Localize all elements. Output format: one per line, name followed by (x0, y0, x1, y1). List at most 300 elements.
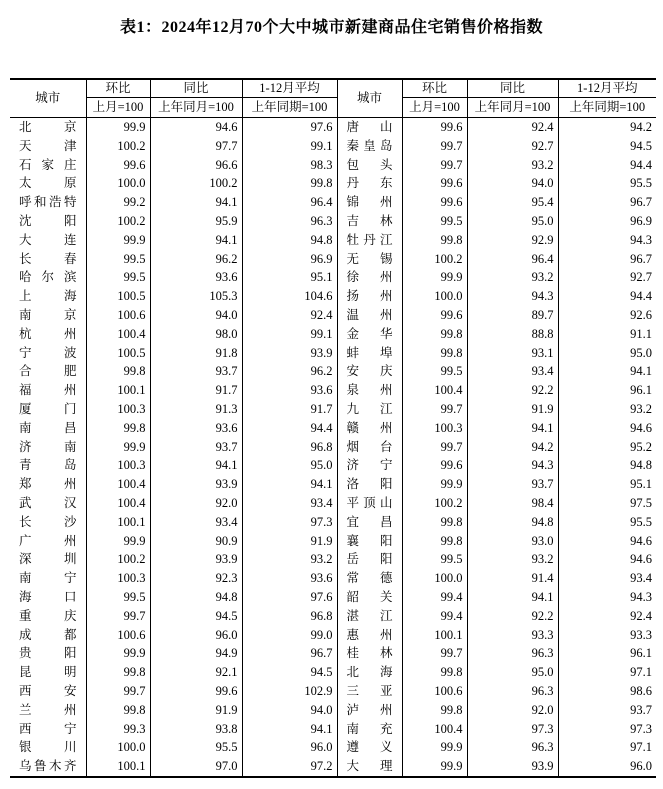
mom-value-left: 99.2 (86, 193, 150, 212)
avg-value-right: 96.7 (558, 193, 656, 212)
table-row (10, 325, 656, 344)
mom-value-left: 99.8 (86, 663, 150, 682)
city-name-right: 济宁 (337, 456, 402, 475)
mom-value-right: 99.6 (402, 193, 467, 212)
avg-value-left: 96.0 (242, 738, 337, 757)
mom-value-right: 99.8 (402, 231, 467, 250)
mom-value-left: 100.3 (86, 569, 150, 588)
avg-value-right: 94.4 (558, 287, 656, 306)
mom-value-right: 99.6 (402, 306, 467, 325)
mom-value-right: 99.8 (402, 663, 467, 682)
yoy-value-right: 94.1 (467, 588, 558, 607)
mom-value-left: 99.9 (86, 438, 150, 457)
city-name-left: 海口 (19, 589, 77, 604)
avg-value-left: 93.6 (242, 569, 337, 588)
table-row (10, 419, 656, 438)
yoy-value-right: 93.7 (467, 475, 558, 494)
table-body (10, 118, 656, 777)
avg-value-left: 99.0 (242, 626, 337, 645)
mom-value-left: 100.5 (86, 287, 150, 306)
yoy-value-right: 93.1 (467, 344, 558, 363)
city-name-right: 岳阳 (337, 550, 402, 569)
city-name-right: 泉州 (337, 381, 402, 400)
city-name-left: 上海 (19, 289, 77, 304)
city-name-right: 泸州 (337, 701, 402, 720)
yoy-value-right: 94.3 (467, 287, 558, 306)
col-header-mom-right: 环比 (402, 79, 467, 98)
yoy-value-left: 100.2 (150, 174, 242, 193)
col-subheader-yoy-base-right: 上年同月=100 (467, 98, 558, 118)
city-name-left: 南昌 (19, 420, 77, 435)
col-header-city-left: 城市 (10, 79, 86, 118)
city-name-right: 洛阳 (337, 475, 402, 494)
mom-value-left: 99.9 (86, 532, 150, 551)
col-header-yoy-left: 同比 (150, 79, 242, 98)
table-row (10, 607, 656, 626)
mom-value-left: 100.2 (86, 137, 150, 156)
avg-value-right: 96.1 (558, 381, 656, 400)
mom-value-right: 99.5 (402, 212, 467, 231)
mom-value-right: 99.6 (402, 174, 467, 193)
avg-value-left: 94.4 (242, 419, 337, 438)
table-row (10, 212, 656, 231)
avg-value-left: 97.2 (242, 757, 337, 777)
avg-value-right: 94.2 (558, 118, 656, 137)
mom-value-left: 100.1 (86, 513, 150, 532)
mom-value-left: 100.4 (86, 325, 150, 344)
mom-value-right: 99.9 (402, 268, 467, 287)
yoy-value-right: 93.3 (467, 626, 558, 645)
avg-value-right: 93.4 (558, 569, 656, 588)
mom-value-left: 100.1 (86, 757, 150, 777)
city-name-left: 西宁 (19, 721, 77, 736)
avg-value-right: 95.5 (558, 174, 656, 193)
city-name-right: 丹东 (337, 174, 402, 193)
avg-value-left: 104.6 (242, 287, 337, 306)
city-name-left: 长春 (19, 251, 77, 266)
city-name-right: 温州 (337, 306, 402, 325)
city-name-right: 三亚 (337, 682, 402, 701)
mom-value-left: 99.7 (86, 682, 150, 701)
mom-value-left: 100.1 (86, 381, 150, 400)
avg-value-left: 96.9 (242, 250, 337, 269)
avg-value-left: 94.1 (242, 475, 337, 494)
avg-value-left: 96.3 (242, 212, 337, 231)
table-row (10, 344, 656, 363)
table-row (10, 456, 656, 475)
city-name-left: 石家庄 (19, 157, 77, 172)
avg-value-right: 92.7 (558, 268, 656, 287)
avg-value-right: 93.2 (558, 400, 656, 419)
yoy-value-right: 91.9 (467, 400, 558, 419)
city-name-left: 呼和浩特 (19, 195, 77, 210)
avg-value-left: 96.8 (242, 607, 337, 626)
yoy-value-right: 92.0 (467, 701, 558, 720)
yoy-value-right: 93.4 (467, 362, 558, 381)
mom-value-left: 100.0 (86, 738, 150, 757)
mom-value-right: 100.2 (402, 494, 467, 513)
avg-value-left: 97.6 (242, 118, 337, 137)
yoy-value-right: 88.8 (467, 325, 558, 344)
yoy-value-left: 94.9 (150, 644, 242, 663)
mom-value-right: 99.4 (402, 607, 467, 626)
yoy-value-right: 94.1 (467, 419, 558, 438)
yoy-value-left: 94.8 (150, 588, 242, 607)
table-row (10, 287, 656, 306)
yoy-value-left: 93.6 (150, 268, 242, 287)
city-name-right: 常德 (337, 569, 402, 588)
yoy-value-left: 95.9 (150, 212, 242, 231)
table-row (10, 569, 656, 588)
table-row (10, 513, 656, 532)
city-name-left: 昆明 (19, 665, 77, 680)
table-row (10, 268, 656, 287)
yoy-value-left: 91.7 (150, 381, 242, 400)
avg-value-right: 96.0 (558, 757, 656, 777)
mom-value-left: 100.2 (86, 212, 150, 231)
table-row (10, 738, 656, 757)
col-subheader-yoy-base-left: 上年同月=100 (150, 98, 242, 118)
table-row (10, 250, 656, 269)
mom-value-right: 99.8 (402, 344, 467, 363)
avg-value-left: 93.4 (242, 494, 337, 513)
avg-value-right: 94.4 (558, 156, 656, 175)
city-name-left: 厦门 (19, 401, 77, 416)
city-name-right: 牡丹江 (337, 231, 402, 250)
avg-value-left: 94.0 (242, 701, 337, 720)
avg-value-left: 99.1 (242, 137, 337, 156)
city-name-left: 杭州 (19, 326, 77, 341)
mom-value-right: 99.6 (402, 456, 467, 475)
mom-value-right: 100.6 (402, 682, 467, 701)
yoy-value-right: 92.4 (467, 118, 558, 137)
yoy-value-left: 96.2 (150, 250, 242, 269)
avg-value-right: 93.3 (558, 626, 656, 645)
table-row (10, 231, 656, 250)
mom-value-right: 100.0 (402, 569, 467, 588)
city-name-right: 赣州 (337, 419, 402, 438)
yoy-value-left: 94.0 (150, 306, 242, 325)
city-name-right: 遵义 (337, 738, 402, 757)
city-name-right: 吉林 (337, 212, 402, 231)
table-row (10, 156, 656, 175)
avg-value-right: 94.3 (558, 231, 656, 250)
avg-value-left: 96.2 (242, 362, 337, 381)
table-row (10, 475, 656, 494)
mom-value-right: 99.4 (402, 588, 467, 607)
city-name-right: 无锡 (337, 250, 402, 269)
city-name-left: 天津 (19, 138, 77, 153)
table-row (10, 193, 656, 212)
avg-value-right: 95.5 (558, 513, 656, 532)
avg-value-left: 93.9 (242, 344, 337, 363)
avg-value-right: 94.6 (558, 532, 656, 551)
yoy-value-right: 89.7 (467, 306, 558, 325)
yoy-value-left: 93.4 (150, 513, 242, 532)
yoy-value-left: 93.9 (150, 475, 242, 494)
city-name-left: 兰州 (19, 702, 77, 717)
city-name-right: 大理 (337, 757, 402, 777)
city-name-right: 襄阳 (337, 532, 402, 551)
avg-value-right: 95.0 (558, 344, 656, 363)
avg-value-left: 94.8 (242, 231, 337, 250)
city-name-left: 太原 (19, 176, 77, 191)
mom-value-right: 99.7 (402, 400, 467, 419)
table-row (10, 362, 656, 381)
city-name-left: 哈尔滨 (19, 270, 77, 285)
yoy-value-left: 91.3 (150, 400, 242, 419)
city-name-right: 韶关 (337, 588, 402, 607)
city-name-right: 南充 (337, 720, 402, 739)
yoy-value-right: 94.8 (467, 513, 558, 532)
city-name-right: 包头 (337, 156, 402, 175)
city-name-left: 成都 (19, 627, 77, 642)
mom-value-right: 99.9 (402, 475, 467, 494)
avg-value-left: 97.6 (242, 588, 337, 607)
mom-value-left: 99.5 (86, 268, 150, 287)
city-name-right: 徐州 (337, 268, 402, 287)
table-row (10, 137, 656, 156)
avg-value-right: 92.4 (558, 607, 656, 626)
avg-value-right: 97.1 (558, 738, 656, 757)
city-name-right: 平顶山 (337, 494, 402, 513)
col-subheader-mom-base-right: 上月=100 (402, 98, 467, 118)
yoy-value-right: 93.2 (467, 156, 558, 175)
mom-value-left: 99.5 (86, 588, 150, 607)
city-name-left: 银川 (19, 740, 77, 755)
yoy-value-left: 105.3 (150, 287, 242, 306)
city-name-left: 济南 (19, 439, 77, 454)
city-name-left: 南京 (19, 307, 77, 322)
city-name-left: 北京 (19, 120, 77, 134)
avg-value-right: 96.7 (558, 250, 656, 269)
city-name-left: 沈阳 (19, 213, 77, 228)
yoy-value-left: 93.7 (150, 438, 242, 457)
mom-value-left: 99.8 (86, 701, 150, 720)
avg-value-left: 97.3 (242, 513, 337, 532)
city-name-left: 宁波 (19, 345, 77, 360)
mom-value-right: 99.9 (402, 738, 467, 757)
city-name-right: 惠州 (337, 626, 402, 645)
yoy-value-left: 97.7 (150, 137, 242, 156)
mom-value-right: 99.7 (402, 438, 467, 457)
avg-value-right: 95.2 (558, 438, 656, 457)
city-name-left: 深圳 (19, 552, 77, 567)
col-header-city-right: 城市 (337, 79, 402, 118)
yoy-value-left: 92.3 (150, 569, 242, 588)
table-row (10, 118, 656, 137)
yoy-value-right: 96.3 (467, 682, 558, 701)
city-name-left: 广州 (19, 533, 77, 548)
yoy-value-right: 93.2 (467, 550, 558, 569)
city-name-left: 西安 (19, 683, 77, 698)
yoy-value-left: 91.8 (150, 344, 242, 363)
yoy-value-left: 91.9 (150, 701, 242, 720)
avg-value-right: 96.9 (558, 212, 656, 231)
yoy-value-left: 92.0 (150, 494, 242, 513)
mom-value-left: 99.8 (86, 419, 150, 438)
yoy-value-right: 96.3 (467, 644, 558, 663)
col-header-yoy-right: 同比 (467, 79, 558, 98)
city-name-left: 青岛 (19, 458, 77, 473)
yoy-value-left: 93.8 (150, 720, 242, 739)
mom-value-left: 99.9 (86, 644, 150, 663)
mom-value-right: 100.2 (402, 250, 467, 269)
avg-value-right: 97.3 (558, 720, 656, 739)
avg-value-right: 94.6 (558, 550, 656, 569)
yoy-value-right: 95.0 (467, 663, 558, 682)
col-header-avg-right: 1-12月平均 (558, 79, 656, 98)
mom-value-right: 99.5 (402, 550, 467, 569)
mom-value-right: 99.8 (402, 513, 467, 532)
mom-value-right: 100.1 (402, 626, 467, 645)
yoy-value-right: 98.4 (467, 494, 558, 513)
avg-value-left: 96.7 (242, 644, 337, 663)
yoy-value-left: 97.0 (150, 757, 242, 777)
mom-value-left: 100.2 (86, 550, 150, 569)
yoy-value-left: 96.0 (150, 626, 242, 645)
avg-value-left: 94.1 (242, 720, 337, 739)
city-name-right: 唐山 (337, 118, 402, 137)
yoy-value-left: 98.0 (150, 325, 242, 344)
avg-value-right: 98.6 (558, 682, 656, 701)
yoy-value-left: 93.7 (150, 362, 242, 381)
yoy-value-left: 90.9 (150, 532, 242, 551)
mom-value-right: 99.6 (402, 118, 467, 137)
mom-value-right: 99.8 (402, 532, 467, 551)
mom-value-right: 99.8 (402, 701, 467, 720)
yoy-value-left: 94.1 (150, 193, 242, 212)
city-name-right: 蚌埠 (337, 344, 402, 363)
table-row (10, 174, 656, 193)
col-subheader-avg-base-right: 上年同期=100 (558, 98, 656, 118)
avg-value-right: 92.6 (558, 306, 656, 325)
mom-value-left: 100.3 (86, 456, 150, 475)
avg-value-left: 99.1 (242, 325, 337, 344)
table-row (10, 494, 656, 513)
city-name-right: 金华 (337, 325, 402, 344)
city-name-right: 秦皇岛 (337, 137, 402, 156)
city-name-right: 桂林 (337, 644, 402, 663)
yoy-value-left: 92.1 (150, 663, 242, 682)
yoy-value-right: 96.4 (467, 250, 558, 269)
city-name-right: 湛江 (337, 607, 402, 626)
table-title: 表1：2024年12月70个大中城市新建商品住宅销售价格指数 (119, 19, 543, 36)
mom-value-right: 99.7 (402, 156, 467, 175)
avg-value-left: 95.0 (242, 456, 337, 475)
yoy-value-right: 94.2 (467, 438, 558, 457)
avg-value-right: 93.7 (558, 701, 656, 720)
avg-value-right: 94.1 (558, 362, 656, 381)
mom-value-left: 99.7 (86, 607, 150, 626)
mom-value-right: 99.9 (402, 757, 467, 777)
city-name-left: 长沙 (19, 514, 77, 529)
table-row (10, 381, 656, 400)
yoy-value-left: 99.6 (150, 682, 242, 701)
yoy-value-right: 92.7 (467, 137, 558, 156)
city-name-right: 锦州 (337, 193, 402, 212)
mom-value-left: 100.6 (86, 306, 150, 325)
yoy-value-right: 97.3 (467, 720, 558, 739)
mom-value-right: 100.4 (402, 720, 467, 739)
mom-value-left: 100.6 (86, 626, 150, 645)
yoy-value-right: 94.3 (467, 456, 558, 475)
city-name-left: 贵阳 (19, 646, 77, 661)
avg-value-left: 96.8 (242, 438, 337, 457)
city-name-left: 乌鲁木齐 (19, 759, 77, 774)
yoy-value-right: 91.4 (467, 569, 558, 588)
avg-value-right: 91.1 (558, 325, 656, 344)
table-row (10, 306, 656, 325)
yoy-value-right: 96.3 (467, 738, 558, 757)
yoy-value-left: 94.6 (150, 118, 242, 137)
mom-value-left: 100.0 (86, 174, 150, 193)
city-name-left: 郑州 (19, 477, 77, 492)
col-header-mom-left: 环比 (86, 79, 150, 98)
yoy-value-left: 96.6 (150, 156, 242, 175)
city-name-left: 南宁 (19, 571, 77, 586)
price-index-table (10, 78, 656, 778)
city-name-right: 烟台 (337, 438, 402, 457)
mom-value-right: 99.5 (402, 362, 467, 381)
mom-value-left: 100.5 (86, 344, 150, 363)
avg-value-left: 99.8 (242, 174, 337, 193)
avg-value-right: 94.5 (558, 137, 656, 156)
yoy-value-right: 92.2 (467, 607, 558, 626)
yoy-value-left: 93.9 (150, 550, 242, 569)
col-subheader-avg-base-left: 上年同期=100 (242, 98, 337, 118)
avg-value-right: 94.6 (558, 419, 656, 438)
table-row (10, 532, 656, 551)
yoy-value-right: 92.9 (467, 231, 558, 250)
table-row (10, 720, 656, 739)
mom-value-left: 99.6 (86, 156, 150, 175)
col-header-avg-left: 1-12月平均 (242, 79, 337, 98)
yoy-value-right: 94.0 (467, 174, 558, 193)
yoy-value-right: 93.0 (467, 532, 558, 551)
yoy-value-right: 93.9 (467, 757, 558, 777)
city-name-right: 安庆 (337, 362, 402, 381)
yoy-value-right: 95.4 (467, 193, 558, 212)
city-name-right: 宜昌 (337, 513, 402, 532)
avg-value-left: 98.3 (242, 156, 337, 175)
city-name-left: 大连 (19, 232, 77, 247)
yoy-value-left: 94.1 (150, 456, 242, 475)
avg-value-left: 91.9 (242, 532, 337, 551)
table-row (10, 588, 656, 607)
avg-value-left: 96.4 (242, 193, 337, 212)
mom-value-right: 99.7 (402, 644, 467, 663)
city-name-left: 福州 (19, 383, 77, 398)
avg-value-left: 94.5 (242, 663, 337, 682)
city-name-right: 北海 (337, 663, 402, 682)
mom-value-left: 99.8 (86, 362, 150, 381)
yoy-value-left: 94.5 (150, 607, 242, 626)
mom-value-left: 99.9 (86, 118, 150, 137)
avg-value-left: 93.2 (242, 550, 337, 569)
yoy-value-left: 94.1 (150, 231, 242, 250)
table-row (10, 682, 656, 701)
table-row (10, 550, 656, 569)
avg-value-left: 93.6 (242, 381, 337, 400)
table-row (10, 663, 656, 682)
table-row (10, 438, 656, 457)
table-row (10, 757, 656, 777)
yoy-value-right: 95.0 (467, 212, 558, 231)
yoy-value-left: 93.6 (150, 419, 242, 438)
mom-value-left: 99.3 (86, 720, 150, 739)
yoy-value-right: 93.2 (467, 268, 558, 287)
